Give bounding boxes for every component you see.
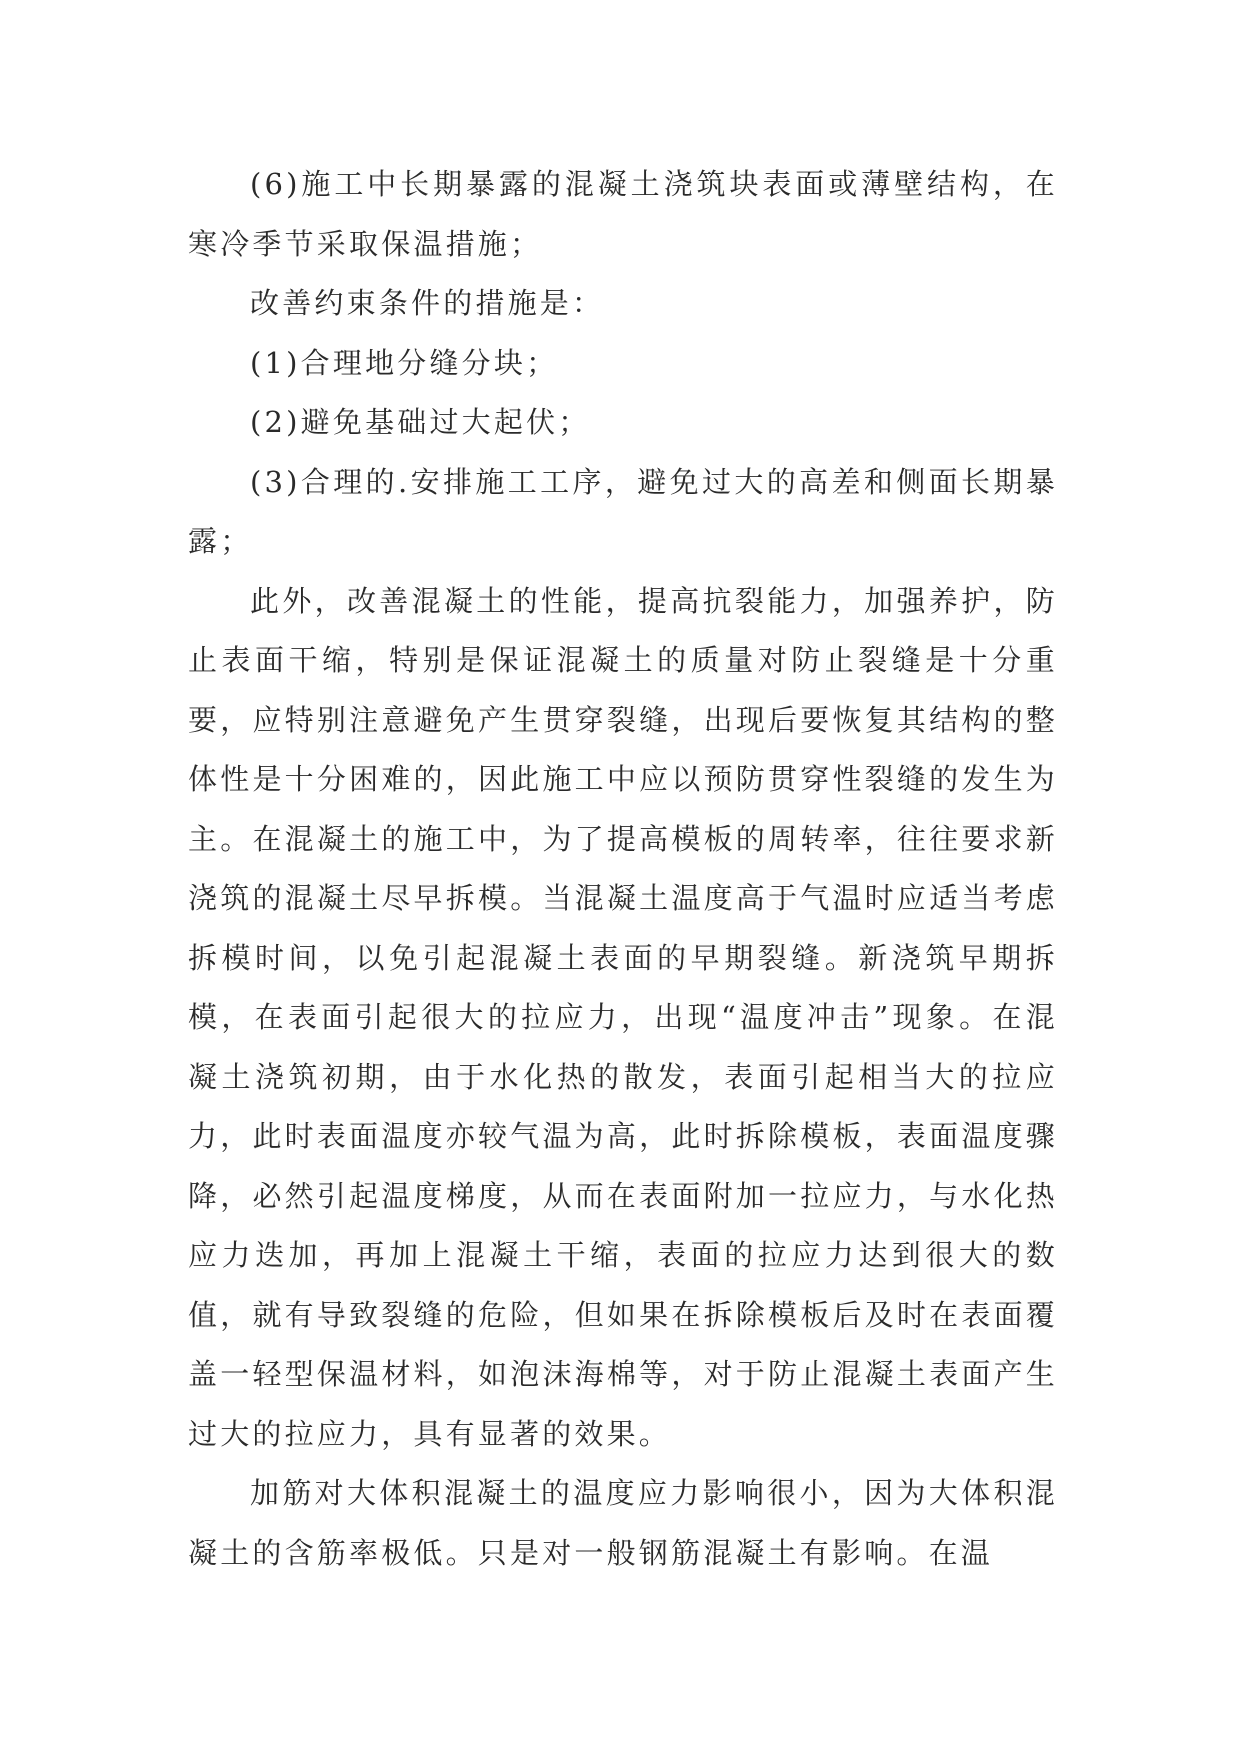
paragraph-insulation-measure-6: (6)施工中长期暴露的混凝土浇筑块表面或薄壁结构，在寒冷季节采取保温措施； — [188, 167, 1058, 261]
document-body — [188, 155, 1058, 1583]
paragraph-additional-measures: 此外，改善混凝土的性能，提高抗裂能力，加强养护，防止表面干缩，特别是保证混凝土的质量对防止裂缝是十分重要，应特别注意避免产生贯穿裂缝，出现后要恢复其结构的整体性是十分困难的，因此施工中应以预防贯穿性裂缝的发生为主。在混凝土的施工中，为了提高模板的周转率，往往要求新浇筑的混凝土尽早拆模。当混凝土温度高于气温时应适当考虑拆模时间，以免引起混凝土表面的早期裂缝。新浇筑早期拆模，在表面引起很大的拉应力，出现“温度冲击”现象。在混凝土浇筑初期，由于水化热的散发，表面引起相当大的拉应力，此时表面温度亦较气温为高，此时拆除模板，表面温度骤降，必然引起温度梯度，从而在表面附加一拉应力，与水化热应力迭加，再加上混凝土干缩，表面的拉应力达到很大的数值，就有导致裂缝的危险，但如果在拆除模板后及时在表面覆盖一轻型保温材料，如泡沫海棉等，对于防止混凝土表面产生过大的拉应力，具有显著的效果。 — [188, 583, 1058, 1451]
paragraph-restraint-measure-2: (2)避免基础过大起伏； — [250, 405, 591, 439]
paragraph-reinforcement: 加筋对大体积混凝土的温度应力影响很小，因为大体积混凝土的含筋率极低。只是对一般钢筋混凝土有影响。在温 — [188, 1476, 1058, 1570]
paragraph-restraint-measure-3: (3)合理的.安排施工工序，避免过大的高差和侧面长期暴露； — [188, 464, 1058, 558]
paragraph-restraint-heading: 改善约束条件的措施是： — [250, 286, 605, 320]
paragraph-restraint-measure-1: (1)合理地分缝分块； — [250, 345, 559, 380]
